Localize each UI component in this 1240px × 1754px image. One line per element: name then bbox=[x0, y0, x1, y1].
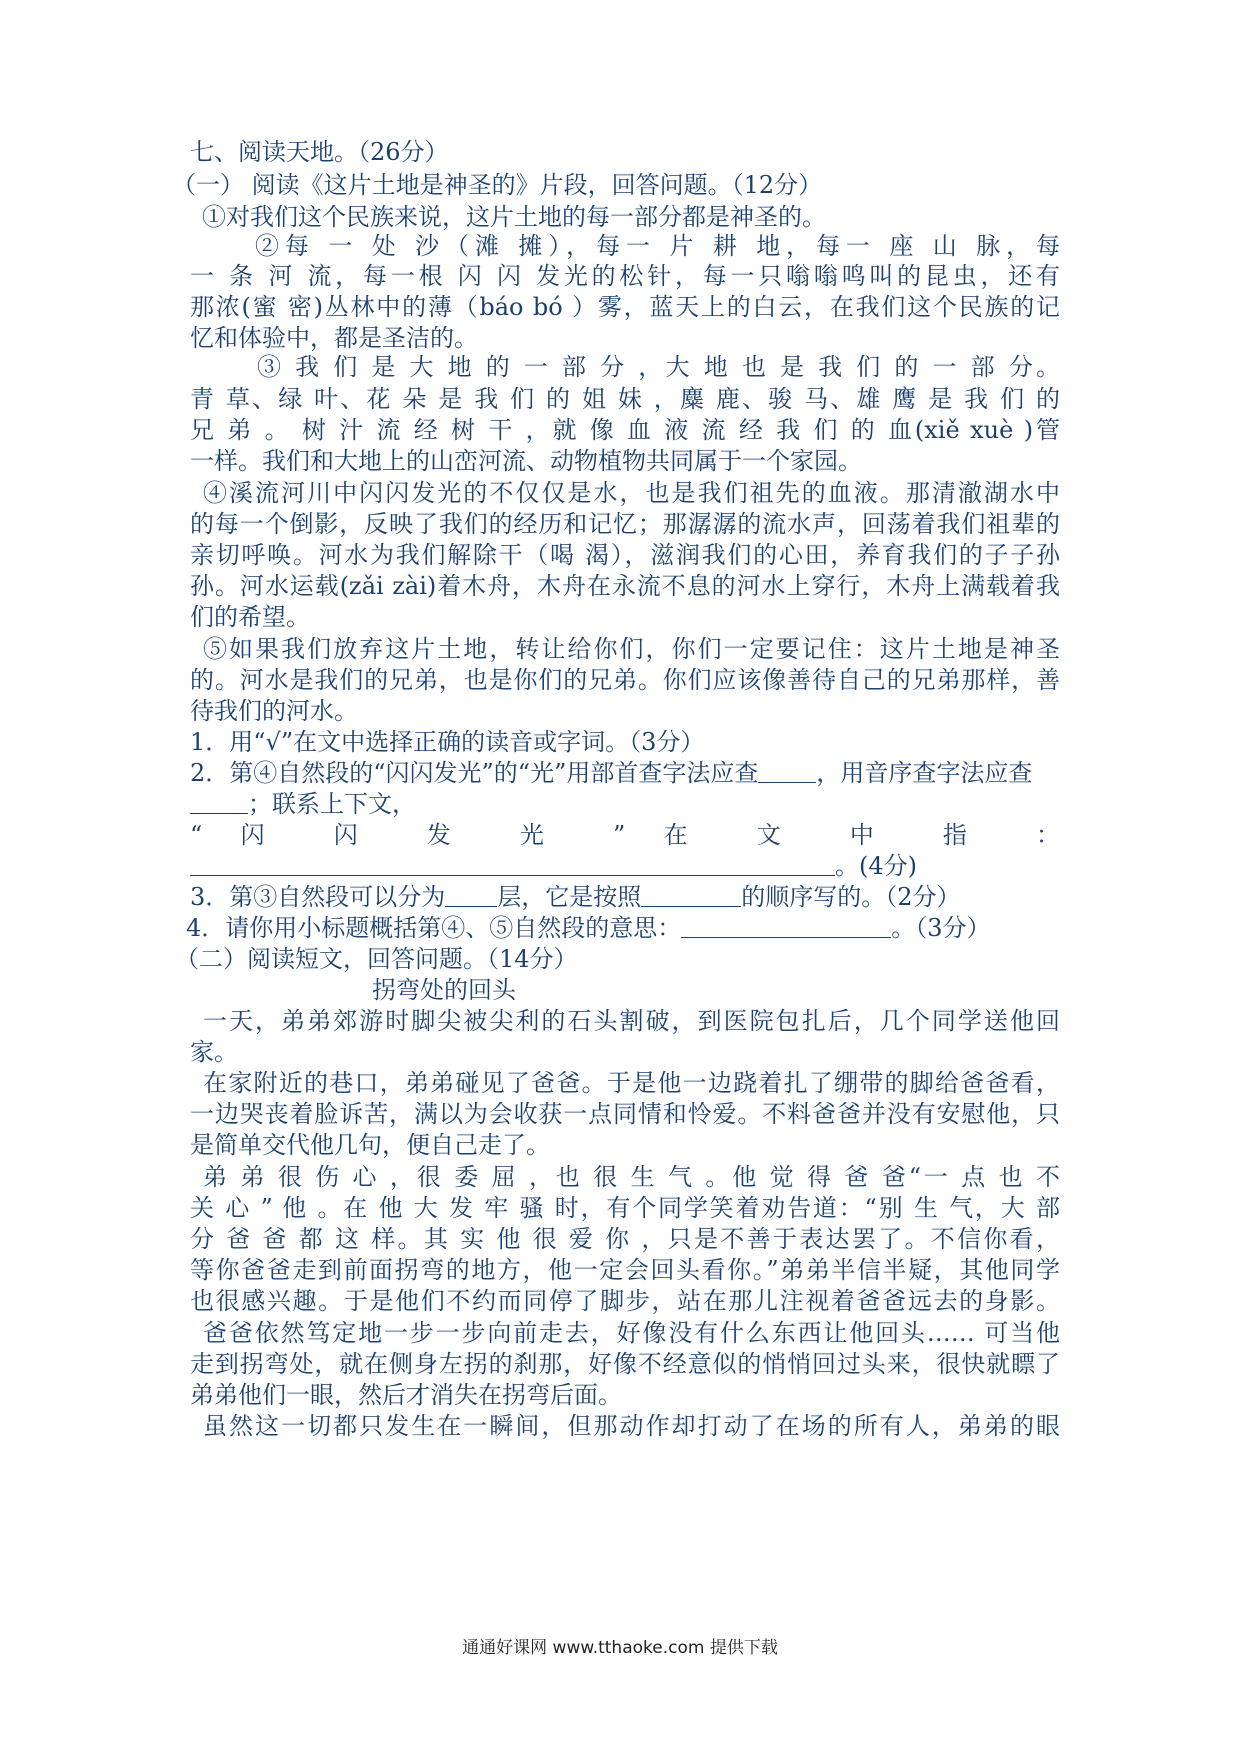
passage1-line: 一样。我们和大地上的山峦河流、动物植物共同属于一个家园。 bbox=[190, 447, 862, 475]
passage2-line: 虽然这一切都只发生在一瞬间，但那动作却打动了在场的所有人，弟弟的眼 bbox=[203, 1412, 1060, 1440]
passage2-line: 在家附近的巷口，弟弟碰见了爸爸。于是他一边跷着扎了绷带的脚给爸爸看， bbox=[203, 1069, 1060, 1097]
passage1-line: 兄 弟 。 树 汁 流 经 树 干 ，就 像 血 液 流 经 我 们 的 血(xiě xuè )管 bbox=[190, 416, 1060, 444]
question-4: 4．请你用小标题概括第④、⑤自然段的意思： 。（3分） bbox=[186, 914, 991, 942]
passage2-line: 一天，弟弟郊游时脚尖被尖利的石头割破，到医院包扎后，几个同学送他回 bbox=[203, 1007, 1060, 1035]
passage1-line: ①对我们这个民族来说，这片土地的每一部分都是神圣的。 bbox=[202, 203, 826, 231]
passage2-line: 也很感兴趣。于是他们不约而同停了脚步，站在那儿注视着爸爸远去的身影。 bbox=[190, 1287, 1060, 1315]
passage1-line: ②每 一 处 沙（滩 摊），每一 片 耕 地，每一 座 山 脉，每 bbox=[255, 232, 1060, 260]
question-2: 2．第④自然段的“闪闪发光”的“光”用部首查字法应查 ，用音序查字法应查 bbox=[190, 759, 1033, 787]
passage2-line: 分 爸 爸 都 这 样。其 实 他 很 爱 你 ，只是不善于表达罢了。不信你看， bbox=[190, 1225, 1060, 1253]
part2-title: （二）阅读短文，回答问题。（14分） bbox=[175, 945, 578, 973]
answer-blank[interactable] bbox=[641, 884, 741, 907]
footer-source: 通通好课网 www.tthaoke.com 提供下载 bbox=[462, 1638, 778, 1658]
passage2-line: 走到拐弯处，就在侧身左拐的刹那，好像不经意似的悄悄回过头来，很快就瞟了 bbox=[190, 1350, 1060, 1378]
question-2-cont: “ 闪 闪 发 光 ” 在 文 中 指 ： bbox=[190, 821, 1060, 849]
passage1-line: ④溪流河川中闪闪发光的不仅仅是水，也是我们祖先的血液。那清澈湖水中 bbox=[203, 479, 1060, 507]
answer-blank[interactable] bbox=[445, 884, 497, 907]
passage2-line: 家。 bbox=[190, 1038, 238, 1066]
question-2-cont: 。(4分) bbox=[190, 849, 1060, 883]
question-3: 3．第③自然段可以分为 层，它是按照 的顺序写的。（2分） bbox=[190, 883, 961, 911]
answer-blank[interactable] bbox=[190, 853, 835, 876]
passage2-line: 是简单交代他几句，便自己走了。 bbox=[190, 1131, 550, 1159]
passage1-line: 一 条 河 流，每一根 闪 闪 发光的松针，每一只嗡嗡鸣叫的昆虫，还有 bbox=[190, 262, 1060, 290]
passage1-line: 的每一个倒影，反映了我们的经历和记忆；那潺潺的流水声，回荡着我们祖辈的 bbox=[190, 510, 1060, 538]
passage2-line: 关 心 ” 他 。在 他 大 发 牢 骚 时，有个同学笑着劝告道：“别 生 气，大 部 bbox=[190, 1194, 1060, 1222]
passage1-line: ⑤如果我们放弃这片土地，转让给你们，你们一定要记住：这片土地是神圣 bbox=[203, 635, 1060, 663]
passage1-line: 孙。河水运载(zǎi zài)着木舟，木舟在永流不息的河水上穿行，木舟上满载着我 bbox=[190, 572, 1060, 600]
answer-blank[interactable] bbox=[758, 760, 816, 783]
story-title: 拐弯处的回头 bbox=[372, 976, 516, 1004]
answer-blank[interactable] bbox=[190, 791, 248, 814]
passage1-line: 青 草、绿 叶、花 朵 是 我 们 的 姐 妹 ，麋 鹿、骏 马、雄 鹰 是 我 们 的 bbox=[190, 385, 1060, 413]
section-heading: 七、阅读天地。（26分） bbox=[190, 138, 449, 166]
question-2-cont: ；联系上下文， bbox=[190, 787, 1060, 821]
passage1-line: 们的希望。 bbox=[190, 603, 310, 631]
passage2-line: 爸爸依然笃定地一步一步向前走去，好像没有什么东西让他回头…… 可当他 bbox=[203, 1319, 1060, 1347]
passage1-line: 忆和体验中，都是圣洁的。 bbox=[190, 324, 478, 352]
passage2-line: 弟弟他们一眼，然后才消失在拐弯后面。 bbox=[190, 1381, 622, 1409]
answer-blank[interactable] bbox=[681, 915, 891, 938]
passage1-line: ③ 我 们 是 大 地 的 一 部 分 ，大 地 也 是 我 们 的 一 部 分。 bbox=[257, 353, 1060, 381]
question-1: 1．用“√”在文中选择正确的读音或字词。（3分） bbox=[190, 728, 705, 756]
passage1-line: 亲切呼唤。河水为我们解除干（喝 渴），滋润我们的心田，养育我们的子子孙 bbox=[190, 541, 1060, 569]
passage2-line: 弟 弟 很 伤 心 ，很 委 屈 ，也 很 生 气 。他 觉 得 爸 爸“一 点 也 不 bbox=[203, 1163, 1060, 1191]
passage1-line: 的。河水是我们的兄弟，也是你们的兄弟。你们应该像善待自己的兄弟那样，善 bbox=[190, 666, 1060, 694]
passage2-line: 一边哭丧着脸诉苦，满以为会收获一点同情和怜爱。不料爸爸并没有安慰他，只 bbox=[190, 1100, 1060, 1128]
passage2-line: 等你爸爸走到前面拐弯的地方，他一定会回头看你。”弟弟半信半疑，其他同学 bbox=[190, 1256, 1060, 1284]
passage1-line: 那浓(蜜 密)丛林中的薄（báo bó ）雾，蓝天上的白云，在我们这个民族的记 bbox=[190, 293, 1060, 321]
passage1-line: 待我们的河水。 bbox=[190, 697, 358, 725]
part1-title: （一） 阅读《这片土地是神圣的》片段，回答问题。（12分） bbox=[172, 171, 823, 199]
